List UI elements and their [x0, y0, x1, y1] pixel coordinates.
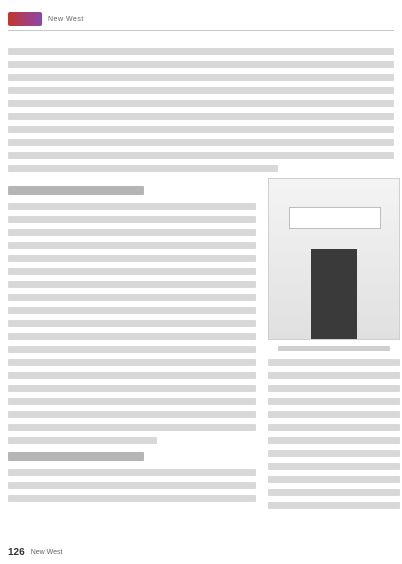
page-number: 126: [8, 547, 25, 558]
magazine-logo: [8, 12, 42, 26]
masthead-label: New West: [48, 15, 84, 23]
page-footer: [8, 547, 62, 558]
section-heading: [8, 186, 144, 195]
footer-label: New West: [30, 549, 63, 556]
storefront-photo: [268, 178, 400, 340]
masthead: [8, 8, 394, 31]
right-column: [268, 178, 400, 515]
intro-paragraph: [8, 48, 394, 172]
article-body: [8, 48, 394, 542]
left-column: [8, 178, 256, 515]
section-heading: [8, 452, 144, 461]
